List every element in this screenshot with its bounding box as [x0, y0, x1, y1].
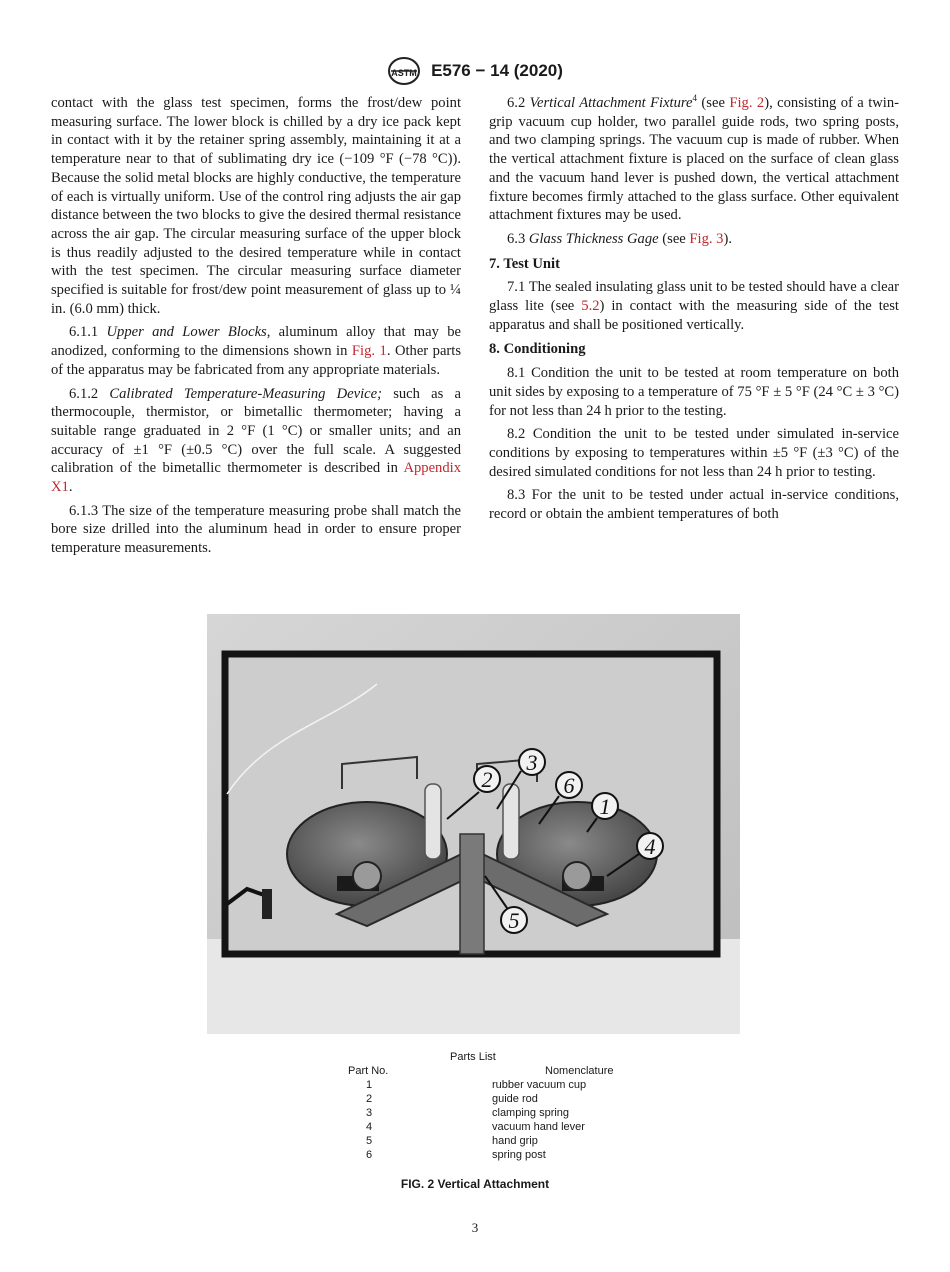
- heading-test-unit: 7. Test Unit: [489, 255, 560, 272]
- svg-text:5: 5: [508, 908, 520, 933]
- fig-3-link[interactable]: Fig. 3: [689, 230, 724, 247]
- part-number-header: Part No.: [348, 1065, 389, 1077]
- section-6-1-3: 6.1.3 The size of the temperature measuring probe shall match the bore size drilled into the aluminum head in order to ensure proper temperature measurements.: [51, 502, 461, 557]
- parts-row: 4 vacuum hand lever: [365, 1121, 585, 1133]
- svg-text:2: 2: [481, 767, 493, 792]
- svg-text:4: 4: [644, 834, 656, 859]
- section-8-1: 8.1 Condition the unit to be tested at room temperature on both unit sides by exposing to a temperature of 75 °F ± 5 °F (24 °C ± 3 °C) for not less than 24 h prior to the testing.: [489, 365, 899, 419]
- svg-text:ASTM: ASTM: [391, 68, 417, 78]
- page-number: 3: [471, 1220, 479, 1235]
- section-8-2: 8.2 Condition the unit to be tested under simulated in-service conditions by exposing to temperatures within ±5 °F (±3 °C) of the desired simulated conditions for not less than 24 h prior to testing.: [489, 426, 899, 480]
- parts-list-title: Parts List: [450, 1051, 496, 1063]
- figure-photo: [207, 614, 740, 1034]
- section-5-2-link[interactable]: 5.2: [581, 298, 600, 315]
- page-header: [0, 56, 950, 86]
- parts-row: 1 rubber vacuum cup: [365, 1079, 587, 1091]
- fig-2-link[interactable]: Fig. 2: [729, 95, 765, 111]
- parts-row: 2 guide rod: [365, 1093, 538, 1105]
- astm-logo-icon: [387, 56, 421, 86]
- parts-row: 5 hand grip: [365, 1135, 538, 1147]
- section-8-3: 8.3 For the unit to be tested under actual in-service conditions, record or obtain the ambient temperatures of both: [489, 487, 899, 523]
- fig-1-link[interactable]: Fig. 1: [351, 343, 387, 360]
- standard-designation: E576 − 14 (2020): [431, 61, 563, 80]
- figure-caption: FIG. 2 Vertical Attachment: [400, 1177, 550, 1191]
- left-column: [51, 94, 461, 563]
- appendix-x1-link[interactable]: Appendix X1: [51, 460, 461, 496]
- section-6-3: 6.3 Glass Thickness Gage (see Fig. 3).: [507, 230, 732, 247]
- nomenclature-header: Nomenclature: [545, 1065, 614, 1077]
- svg-text:1: 1: [599, 794, 611, 819]
- svg-text:3: 3: [526, 750, 538, 775]
- section-6-1-1: 6.1.1 Upper and Lower Blocks, aluminum alloy that may be anodized, conforming to the dimensions shown in Fig. 1. Other parts of the apparatus may be fabricated from any appropriate materials.: [51, 324, 462, 378]
- paragraph-6-1-continued: contact with the glass test specimen, forms the frost/dew point measuring surface. The lower block is chilled by a dry ice pack kept in contact with it by the retainer spring assembly, maintaining it at a temperature near to that of sublimating dry ice (−109 °F (−78 °C)). Because the solid metal blocks are highly conductive, the temperature of each is virtually uniform. Use of the control ring adjusts the air gap distance between the two blocks to give the desired thermal resistance across the air gap. The circular measuring surface of the upper block is thus readily adjusted to the desired temperature while in contact with the test specimen. The circular measuring surface diameter specified is suitable for frost/dew point measurement of glass up to ¼ in. (6.0 mm) thick.: [51, 95, 461, 317]
- section-6-1-1-title: Upper and Lower Blocks,: [106, 324, 271, 341]
- vertical-attachment-photo: [207, 614, 740, 1034]
- svg-text:6: 6: [563, 773, 575, 798]
- heading-conditioning: 8. Conditioning: [489, 341, 586, 358]
- section-6-1-2: 6.1.2 Calibrated Temperature-Measuring Device; such as a thermocouple, thermistor, or bimetallic thermometer; having a suitable range graduated in 2 °F (1 °C) or smaller units; and an accuracy of ±1 °F (±0.5 °C) over the full scale. A suggested calibration of the bimetallic thermometer is described in Appendix X1.: [51, 385, 461, 496]
- section-6-3-title: Glass Thickness Gage: [528, 230, 659, 247]
- section-6-2: 6.2 Vertical Attachment Fixture$^4$ (see Fig. 2), consisting of a twin-grip vacuum cup holder, two parallel guide rods, two spring posts, and two clamping springs. The vacuum cup is made of rubber. When the vertical attachment fixture is placed on the surface of clean glass and the vacuum hand lever is pushed down, the vertical attachment fixture becomes firmly attached to the glass surface. Other equivalent attachment fixtures may be used.: [489, 93, 900, 224]
- section-7-1: 7.1 The sealed insulating glass unit to be tested should have a clear glass lite (see 5.2) in contact with the measuring side of the test apparatus and shall be positioned vertically.: [489, 279, 899, 333]
- section-6-2-title: Vertical Attachment Fixture: [529, 95, 693, 111]
- section-6-1-2-title: Calibrated Temperature-Measuring Device;: [109, 385, 382, 402]
- parts-row: 6 spring post: [365, 1149, 546, 1161]
- parts-row: 3 clamping spring: [365, 1107, 570, 1119]
- right-column: [489, 94, 899, 529]
- footnote-ref[interactable]: 4: [692, 93, 698, 104]
